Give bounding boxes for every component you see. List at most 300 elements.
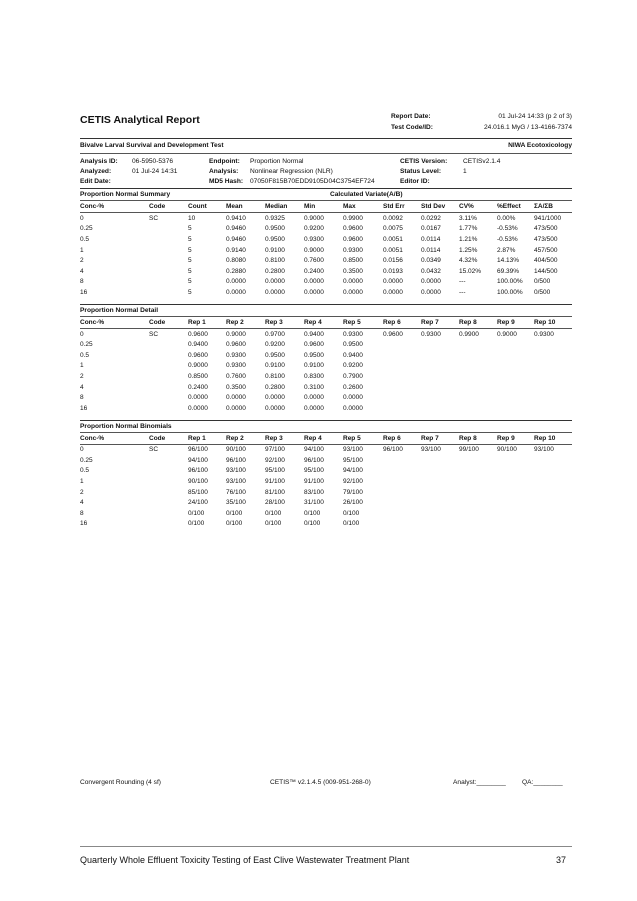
table-row — [80, 466, 572, 477]
table-cell: 1 — [80, 362, 84, 370]
table-cell: 0.9300 — [304, 235, 324, 243]
table-cell — [534, 403, 572, 414]
table-cell — [383, 466, 421, 477]
edit-date-label: Edit Date: — [80, 178, 111, 185]
table-cell — [421, 350, 459, 361]
table-cell: 0.8100 — [265, 257, 285, 265]
table-cell: 0.9600 — [304, 341, 324, 349]
md5-label: MD5 Hash: — [209, 178, 244, 185]
column-header: Rep 9 — [497, 316, 534, 328]
column-header: Rep 7 — [421, 316, 459, 328]
table-cell: 0.2400 — [304, 267, 324, 275]
table-cell: 2 — [80, 488, 84, 496]
table-cell — [149, 339, 188, 350]
table-cell: 0.0000 — [383, 288, 403, 296]
table-cell: SC — [149, 446, 159, 454]
analysis-meta — [80, 154, 572, 188]
table-cell — [534, 497, 572, 508]
summary-title-row — [80, 189, 572, 200]
table-row — [80, 245, 572, 256]
table-row — [80, 455, 572, 466]
table-cell: 0/100 — [226, 509, 243, 517]
table-cell: 0.2800 — [265, 383, 285, 391]
table-cell: 94/100 — [304, 446, 324, 454]
table-cell: 0.9300 — [343, 330, 363, 338]
table-cell: 0.2800 — [265, 267, 285, 275]
table-cell — [459, 392, 497, 403]
table-cell: --- — [459, 288, 466, 296]
table-cell: 0.3500 — [226, 383, 246, 391]
table-cell: 8 — [80, 278, 84, 286]
table-cell — [149, 392, 188, 403]
table-cell — [534, 371, 572, 382]
table-cell — [459, 382, 497, 393]
table-cell: 95/100 — [265, 467, 285, 475]
table-cell — [497, 508, 534, 519]
table-cell: 0/100 — [226, 520, 243, 528]
table-row — [80, 444, 572, 455]
table-cell: SC — [149, 330, 159, 338]
table-cell — [149, 287, 188, 298]
table-cell: 0.0000 — [304, 288, 324, 296]
table-cell: 90/100 — [188, 478, 208, 486]
table-cell — [459, 350, 497, 361]
table-row — [80, 487, 572, 498]
column-header: Code — [149, 316, 188, 328]
test-row — [80, 139, 572, 153]
column-header: Rep 4 — [304, 432, 343, 444]
table-cell: 0.0432 — [421, 267, 441, 275]
column-header: Conc-% — [80, 432, 149, 444]
table-cell — [149, 245, 188, 256]
table-cell — [383, 476, 421, 487]
table-cell — [459, 403, 497, 414]
table-cell: 0.9600 — [188, 330, 208, 338]
table-cell — [421, 382, 459, 393]
table-cell: 0.0292 — [421, 214, 441, 222]
table-cell: 100.00% — [497, 288, 523, 296]
table-cell: 0.8100 — [265, 372, 285, 380]
table-cell: 94/100 — [188, 456, 208, 464]
table-cell: 5 — [188, 225, 192, 233]
table-cell: SC — [149, 214, 159, 222]
table-cell: 16 — [80, 288, 88, 296]
table-cell: 0.0000 — [226, 288, 246, 296]
table-row — [80, 328, 572, 339]
table-cell: 0.9300 — [226, 362, 246, 370]
table-cell — [383, 339, 421, 350]
table-cell: 0.0000 — [304, 278, 324, 286]
table-cell: 0.9200 — [343, 362, 363, 370]
table-cell: 941/1000 — [534, 214, 562, 222]
table-cell — [497, 361, 534, 372]
table-cell: 2 — [80, 372, 84, 380]
table-row — [80, 224, 572, 235]
column-header: Rep 6 — [383, 316, 421, 328]
table-cell: 0.0000 — [304, 404, 324, 412]
table-cell: 0/100 — [188, 520, 205, 528]
column-header: Std Err — [383, 201, 421, 213]
table-cell: 0.0000 — [226, 394, 246, 402]
table-cell: 0.8300 — [304, 372, 324, 380]
detail-table — [80, 316, 572, 414]
table-cell — [383, 361, 421, 372]
table-cell — [459, 476, 497, 487]
table-cell — [149, 455, 188, 466]
table-cell: 0.9500 — [304, 351, 324, 359]
table-cell: 91/100 — [265, 478, 285, 486]
table-cell: 0.0000 — [265, 394, 285, 402]
table-cell: 14.13% — [497, 257, 520, 265]
table-cell: 473/500 — [534, 235, 558, 243]
table-cell: 95/100 — [343, 456, 363, 464]
table-cell — [149, 508, 188, 519]
table-row — [80, 382, 572, 393]
table-cell — [459, 519, 497, 530]
test-code-label: Test Code/ID: — [391, 124, 434, 131]
lab-name: NIWA Ecotoxicology — [508, 142, 572, 149]
table-cell: 0.8500 — [188, 372, 208, 380]
table-cell — [383, 508, 421, 519]
table-cell: 5 — [188, 267, 192, 275]
table-cell — [497, 403, 534, 414]
table-cell: 2.87% — [497, 246, 516, 254]
column-header: Rep 1 — [188, 432, 226, 444]
table-cell — [149, 497, 188, 508]
table-cell — [383, 403, 421, 414]
table-cell — [534, 392, 572, 403]
endpoint-label: Endpoint: — [209, 158, 240, 165]
table-cell: 0.9400 — [304, 330, 324, 338]
table-cell: 0.9300 — [226, 351, 246, 359]
table-cell: 93/100 — [343, 446, 363, 454]
table-cell: 0.25 — [80, 341, 93, 349]
table-cell: 0.9500 — [265, 225, 285, 233]
table-cell: 0.9100 — [265, 362, 285, 370]
version-label: CETIS Version: — [400, 158, 448, 165]
table-cell — [497, 339, 534, 350]
rounding-note: Convergent Rounding (4 sf) — [80, 779, 162, 786]
table-cell: 5 — [188, 278, 192, 286]
column-header: Rep 7 — [421, 432, 459, 444]
column-header: Rep 3 — [265, 316, 304, 328]
table-cell: 0.25 — [80, 456, 93, 464]
table-row — [80, 213, 572, 224]
binomials-title-row — [80, 421, 572, 432]
table-cell — [534, 466, 572, 477]
status-value: 1 — [463, 168, 467, 175]
column-header: Rep 5 — [343, 316, 383, 328]
table-cell — [459, 455, 497, 466]
table-cell — [421, 508, 459, 519]
column-header: Code — [149, 432, 188, 444]
table-row — [80, 339, 572, 350]
table-cell — [534, 519, 572, 530]
table-cell: 0/100 — [265, 520, 282, 528]
table-cell: 0.9000 — [304, 214, 324, 222]
table-cell: 0.5 — [80, 235, 90, 243]
table-cell: 69.39% — [497, 267, 520, 275]
table-cell: 96/100 — [188, 467, 208, 475]
column-header: Rep 10 — [534, 316, 572, 328]
table-cell: 0.9900 — [459, 330, 479, 338]
table-cell: 24/100 — [188, 499, 208, 507]
table-cell — [459, 487, 497, 498]
table-cell: -0.53% — [497, 225, 518, 233]
table-cell: 0.9100 — [304, 362, 324, 370]
table-row — [80, 392, 572, 403]
table-cell — [534, 476, 572, 487]
table-cell: 100.00% — [497, 278, 523, 286]
column-header: Std Dev — [421, 201, 459, 213]
table-cell: 0.9325 — [265, 214, 285, 222]
table-cell: 4 — [80, 267, 84, 275]
table-cell: 0/100 — [304, 520, 321, 528]
table-cell: 0.9500 — [265, 235, 285, 243]
table-cell: 85/100 — [188, 488, 208, 496]
table-row — [80, 403, 572, 414]
table-cell — [149, 361, 188, 372]
table-cell: 1.25% — [459, 246, 478, 254]
table-cell: 5 — [188, 288, 192, 296]
table-row — [80, 519, 572, 530]
table-cell: 0.9200 — [265, 341, 285, 349]
table-cell — [534, 361, 572, 372]
table-cell: 0/500 — [534, 278, 551, 286]
table-cell — [149, 382, 188, 393]
table-cell: 0.0000 — [226, 278, 246, 286]
table-cell — [497, 497, 534, 508]
table-cell: -0.53% — [497, 235, 518, 243]
analysis-id-label: Analysis ID: — [80, 158, 118, 165]
report-page — [80, 111, 572, 535]
table-cell: 0.0000 — [265, 404, 285, 412]
table-cell: 0.0051 — [383, 235, 403, 243]
table-cell: 0.0114 — [421, 246, 441, 254]
table-cell: 8 — [80, 394, 84, 402]
table-cell: 0.0000 — [421, 278, 441, 286]
table-cell: 144/500 — [534, 267, 558, 275]
table-cell: 0.9600 — [343, 235, 363, 243]
column-header: Mean — [226, 201, 265, 213]
table-cell: 16 — [80, 520, 88, 528]
table-cell: 0.9460 — [226, 235, 246, 243]
summary-title: Proportion Normal Summary — [80, 191, 171, 198]
column-header: Rep 5 — [343, 432, 383, 444]
column-header: Rep 1 — [188, 316, 226, 328]
table-cell: 0.5 — [80, 351, 90, 359]
table-cell — [149, 466, 188, 477]
table-cell: 0.9300 — [343, 246, 363, 254]
analysis-value: Nonlinear Regression (NLR) — [250, 168, 333, 175]
table-cell — [497, 476, 534, 487]
table-cell: 4 — [80, 499, 84, 507]
table-cell — [497, 455, 534, 466]
table-cell — [534, 350, 572, 361]
analysis-id: 06-5950-5376 — [132, 158, 174, 165]
table-cell — [149, 519, 188, 530]
column-header: ΣA/ΣB — [534, 201, 572, 213]
table-cell: 0.9300 — [534, 330, 554, 338]
table-cell: 8 — [80, 509, 84, 517]
table-row — [80, 508, 572, 519]
column-header: Min — [304, 201, 343, 213]
table-cell: 0.9000 — [226, 330, 246, 338]
table-cell: 0.9900 — [343, 214, 363, 222]
table-cell: 28/100 — [265, 499, 285, 507]
table-cell: 0 — [80, 214, 84, 222]
table-cell: 0.9140 — [226, 246, 246, 254]
table-cell: 35/100 — [226, 499, 246, 507]
table-cell: 0.0167 — [421, 225, 441, 233]
table-cell: 0.0000 — [265, 278, 285, 286]
table-row — [80, 277, 572, 288]
table-cell: 93/100 — [534, 446, 554, 454]
table-cell: 16 — [80, 404, 88, 412]
table-cell: 0.00% — [497, 214, 516, 222]
table-cell: 0 — [80, 446, 84, 454]
table-cell: 0.9460 — [226, 225, 246, 233]
table-cell — [421, 403, 459, 414]
table-cell: 90/100 — [497, 446, 517, 454]
table-row — [80, 497, 572, 508]
table-cell — [459, 466, 497, 477]
table-cell: 473/500 — [534, 225, 558, 233]
table-cell — [149, 476, 188, 487]
table-cell: 79/100 — [343, 488, 363, 496]
table-cell: 76/100 — [226, 488, 246, 496]
table-cell: 0.7900 — [343, 372, 363, 380]
table-cell: 10 — [188, 214, 196, 222]
report-date: 01 Jul-24 14:33 (p 2 of 3) — [498, 113, 572, 120]
md5-value: 07050F815B70EDD9105D04C3754EF724 — [250, 178, 375, 185]
table-cell: 0.9500 — [343, 341, 363, 349]
table-cell: 0.2880 — [226, 267, 246, 275]
column-header: Rep 2 — [226, 432, 265, 444]
table-cell: 93/100 — [421, 446, 441, 454]
table-cell — [149, 266, 188, 277]
table-cell: 1 — [80, 246, 84, 254]
binomials-section — [80, 420, 572, 530]
table-cell: 0.8500 — [343, 257, 363, 265]
table-cell: 0 — [80, 330, 84, 338]
endpoint-value: Proportion Normal — [250, 158, 304, 165]
table-row — [80, 255, 572, 266]
column-header: Rep 10 — [534, 432, 572, 444]
table-cell — [421, 519, 459, 530]
calculated-variate-label: Calculated Variate(A/B) — [330, 191, 403, 198]
table-row — [80, 266, 572, 277]
detail-title: Proportion Normal Detail — [80, 306, 159, 314]
table-cell — [383, 455, 421, 466]
binomials-table — [80, 432, 572, 530]
table-cell: --- — [459, 278, 466, 286]
table-cell: 26/100 — [343, 499, 363, 507]
table-cell: 0.0075 — [383, 225, 403, 233]
column-header: Rep 3 — [265, 432, 304, 444]
table-cell: 0.7600 — [304, 257, 324, 265]
table-cell: 0.0000 — [265, 288, 285, 296]
table-cell — [459, 497, 497, 508]
table-cell: 97/100 — [265, 446, 285, 454]
table-cell — [421, 497, 459, 508]
analyzed-value: 01 Jul-24 14:31 — [132, 168, 178, 175]
table-cell — [421, 371, 459, 382]
table-cell: 83/100 — [304, 488, 324, 496]
table-cell — [421, 476, 459, 487]
table-cell — [459, 508, 497, 519]
report-info — [391, 111, 572, 133]
table-cell: 1 — [80, 478, 84, 486]
table-cell: 95/100 — [304, 467, 324, 475]
table-cell: 92/100 — [265, 456, 285, 464]
table-cell: 0/100 — [188, 509, 205, 517]
table-cell: 31/100 — [304, 499, 324, 507]
table-cell — [497, 519, 534, 530]
editor-label: Editor ID: — [400, 178, 430, 185]
table-cell: 0/500 — [534, 288, 551, 296]
table-cell: 0.0000 — [188, 404, 208, 412]
table-cell — [149, 255, 188, 266]
detail-section — [80, 304, 572, 414]
table-cell: 0.9600 — [383, 330, 403, 338]
table-cell: 0/100 — [343, 520, 360, 528]
table-cell: 0.9700 — [265, 330, 285, 338]
table-cell: 0.9500 — [265, 351, 285, 359]
table-cell: 0.3500 — [343, 267, 363, 275]
column-header: Max — [343, 201, 383, 213]
report-footer — [80, 779, 572, 789]
qa-signoff: QA:________ — [522, 779, 563, 786]
table-cell: 0.9000 — [497, 330, 517, 338]
column-header: %Effect — [497, 201, 534, 213]
report-header — [80, 111, 572, 138]
table-cell — [534, 382, 572, 393]
table-cell: 0.2400 — [188, 383, 208, 391]
analyst-signoff: Analyst:________ — [453, 779, 506, 786]
table-cell — [383, 350, 421, 361]
table-cell: 0.9000 — [188, 362, 208, 370]
column-header: Rep 6 — [383, 432, 421, 444]
column-header: Rep 9 — [497, 432, 534, 444]
table-cell — [383, 382, 421, 393]
summary-table — [80, 200, 572, 298]
table-cell: 2 — [80, 257, 84, 265]
table-cell: 0.0000 — [343, 394, 363, 402]
status-label: Status Level: — [400, 168, 442, 175]
table-cell — [459, 339, 497, 350]
table-cell — [149, 350, 188, 361]
table-cell: 0.9410 — [226, 214, 246, 222]
table-cell: 0.9400 — [343, 351, 363, 359]
table-row — [80, 361, 572, 372]
column-header: Rep 2 — [226, 316, 265, 328]
table-cell: 0.0000 — [188, 394, 208, 402]
table-cell — [421, 487, 459, 498]
table-cell — [459, 361, 497, 372]
version-value: CETISv2.1.4 — [463, 158, 501, 165]
table-cell — [383, 392, 421, 403]
table-cell — [149, 487, 188, 498]
table-cell: 0.25 — [80, 225, 93, 233]
table-cell: 0.0000 — [343, 404, 363, 412]
table-cell — [534, 455, 572, 466]
table-row — [80, 350, 572, 361]
table-cell: 0.9300 — [421, 330, 441, 338]
cetis-version-note: CETIS™ v2.1.4.5 (009-951-268-0) — [270, 779, 371, 786]
table-cell — [421, 455, 459, 466]
table-cell — [534, 339, 572, 350]
